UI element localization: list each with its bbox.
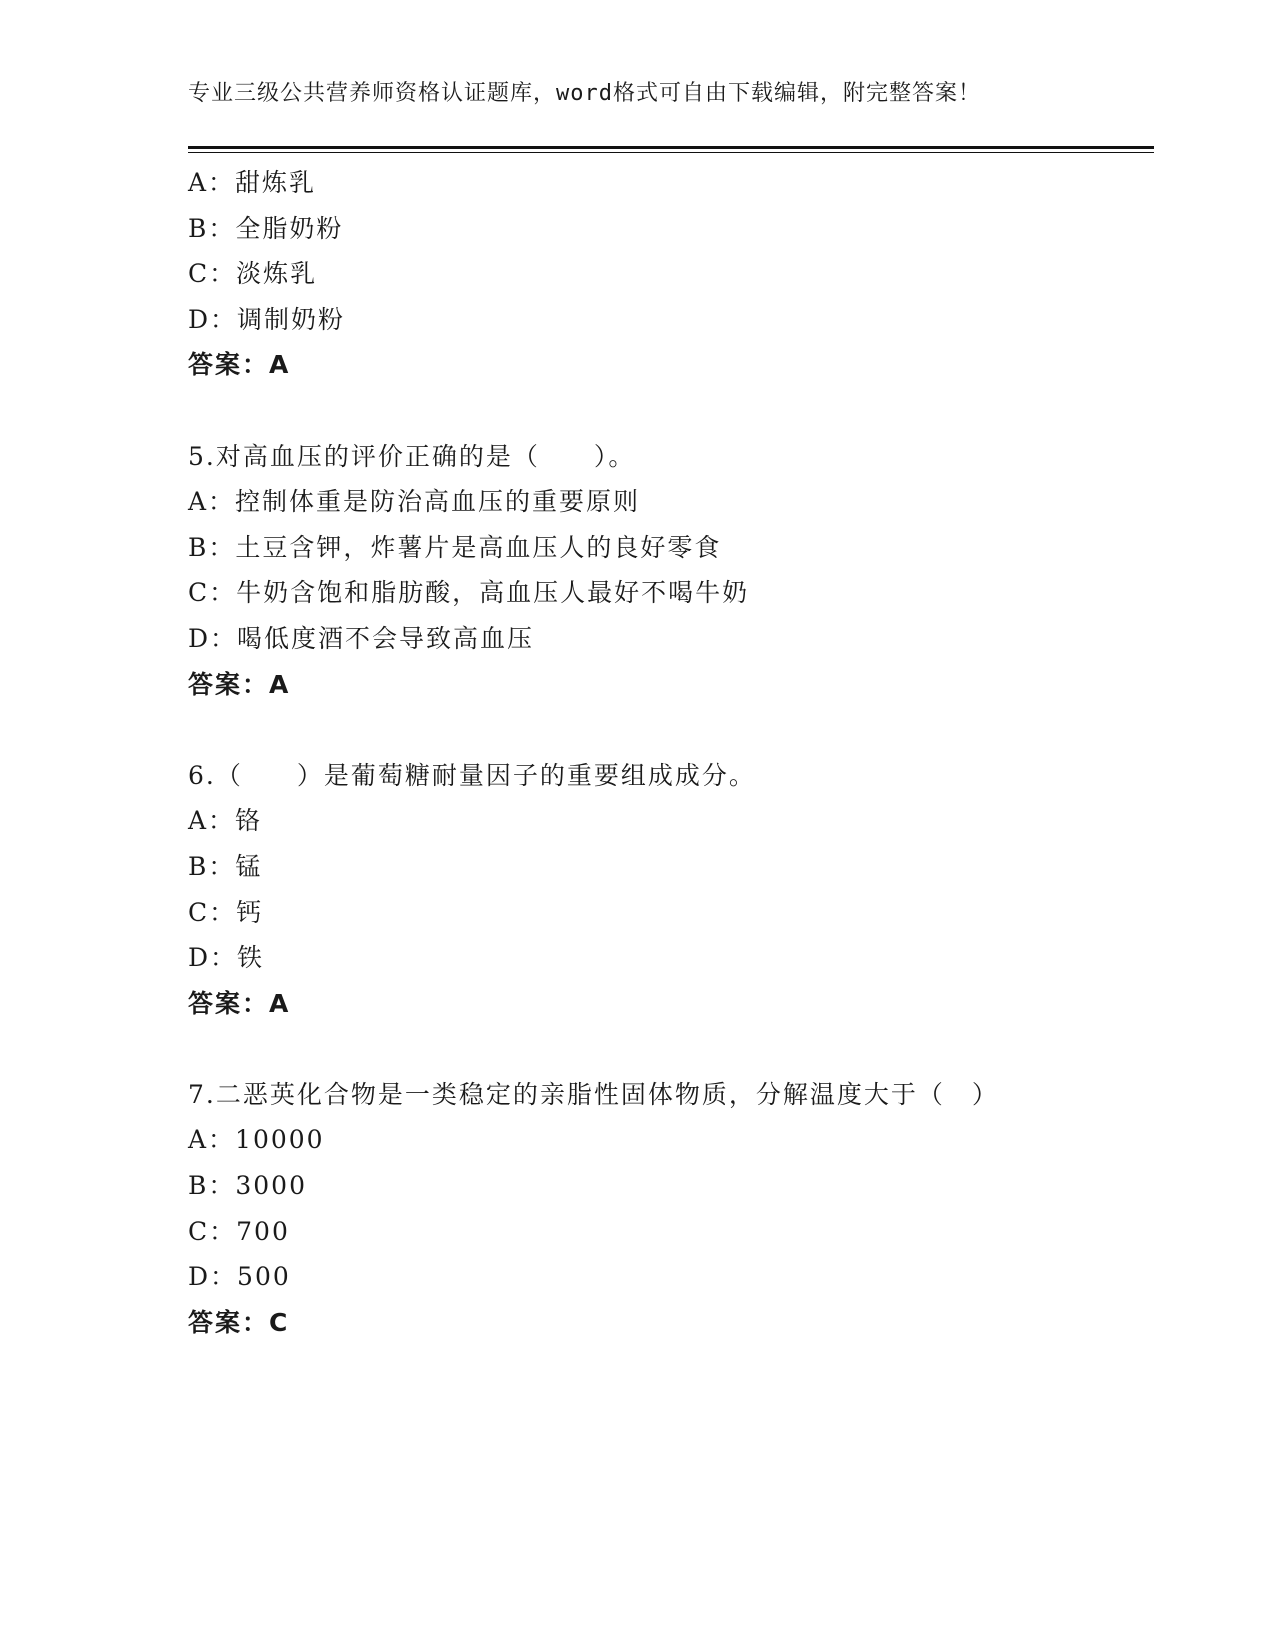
- option-d: D：调制奶粉: [188, 304, 346, 334]
- question-5: [188, 434, 1154, 708]
- header-rule-thick: [188, 146, 1154, 149]
- answer: 答案：C: [188, 1307, 290, 1337]
- option-a: A：铬: [188, 806, 263, 836]
- option-b: B：锰: [188, 851, 263, 881]
- option-b: B：3000: [188, 1171, 307, 1201]
- option-a: A：甜炼乳: [188, 168, 317, 197]
- option-c: C：牛奶含饱和脂肪酸，高血压人最好不喝牛奶: [188, 578, 750, 608]
- question-text: 6.（ ）是葡萄糖耐量因子的重要组成成分。: [188, 760, 756, 790]
- spacer: [188, 707, 1154, 753]
- option-d: D：喝低度酒不会导致高血压: [188, 623, 535, 653]
- spacer: [188, 388, 1154, 434]
- option-b: B：全脂奶粉: [188, 213, 344, 243]
- option-d: D：铁: [188, 943, 265, 973]
- option-a: A：10000: [188, 1125, 325, 1155]
- answer: 答案：A: [188, 988, 291, 1018]
- option-c: C：700: [188, 1216, 290, 1246]
- question-6: [188, 753, 1154, 1027]
- page-header: 专业三级公共营养师资格认证题库，word格式可自由下载编辑，附完整答案！: [188, 81, 981, 106]
- question-4: [188, 160, 1154, 388]
- option-a: A：控制体重是防治高血压的重要原则: [188, 487, 641, 517]
- header-rule-thin: [188, 152, 1154, 153]
- answer: 答案：A: [188, 669, 291, 699]
- question-7: [188, 1072, 1154, 1346]
- question-text: 7.二恶英化合物是一类稳定的亲脂性固体物质，分解温度大于（ ）: [188, 1079, 999, 1109]
- option-b: B：土豆含钾，炸薯片是高血压人的良好零食: [188, 532, 722, 562]
- answer: 答案：A: [188, 350, 291, 380]
- question-list: [188, 160, 1154, 1345]
- option-c: C：钙: [188, 897, 264, 927]
- option-c: C：淡炼乳: [188, 259, 318, 289]
- question-text: 5.对高血压的评价正确的是（ ）。: [188, 441, 636, 471]
- spacer: [188, 1026, 1154, 1072]
- option-d: D：500: [188, 1262, 291, 1292]
